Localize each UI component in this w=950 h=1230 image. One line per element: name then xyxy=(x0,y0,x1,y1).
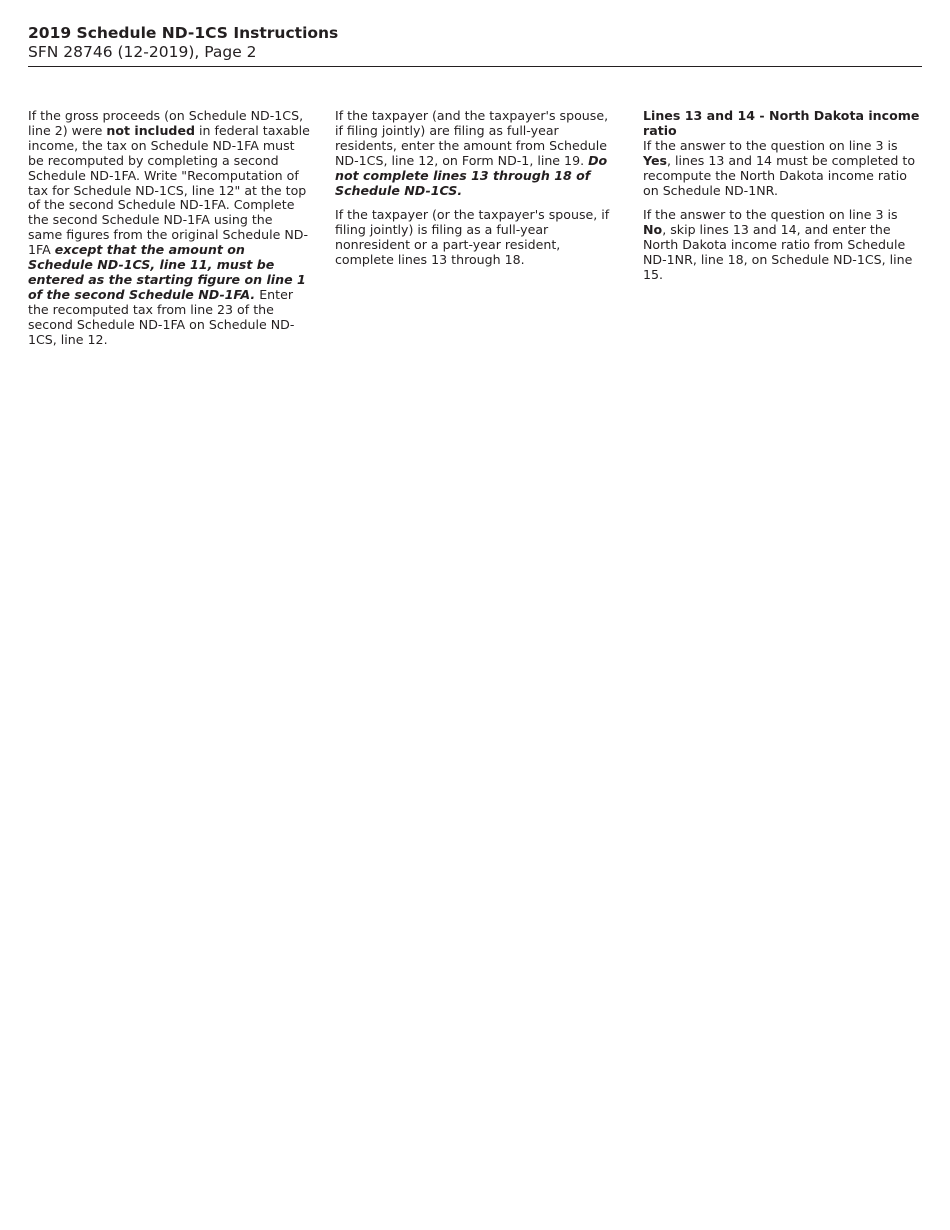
section-heading: Lines 13 and 14 - North Dakota income ratio xyxy=(643,108,920,138)
paragraph-nonresidents: If the taxpayer (or the taxpayer's spouse, if filing jointly) is filing as a full-year nonresident or a part-year resident, complete lines 13 through 18. xyxy=(335,207,610,268)
column-3 xyxy=(643,109,923,293)
paragraph-answer-yes: If the answer to the question on line 3 is Yes, lines 13 and 14 must be completed to recompute the North Dakota income ratio on Schedule ND-1NR. xyxy=(643,137,916,198)
paragraph-recomputation: If the gross proceeds (on Schedule ND-1CS, line 2) were not included in federal taxable income, the tax on Schedule ND-1FA must be recomputed by completing a second Schedule ND-1FA. Write "Recomputation of tax for Schedule ND-1CS, line 12" at the top of the second Schedule ND-1FA. Complete the second Schedule ND-1FA using the same figures from the original Schedule ND-1FA except that the amount on Schedule ND-1CS, line 11, must be entered as the starting figure on line 1 of the second Schedule ND-1FA. Enter the recomputed tax from line 23 of the second Schedule ND-1FA on Schedule ND-1CS, line 12. xyxy=(28,108,310,347)
form-number: SFN 28746 (12-2019), Page 2 xyxy=(28,43,257,61)
paragraph-answer-no: If the answer to the question on line 3 is No, skip lines 13 and 14, and enter the North Dakota income ratio from Schedule ND-1NR, line 18, on Schedule ND-1CS, line 15. xyxy=(643,207,913,283)
column-1 xyxy=(28,109,310,358)
page-header xyxy=(28,24,922,67)
page-title: 2019 Schedule ND-1CS Instructions xyxy=(28,24,339,42)
column-2 xyxy=(335,109,611,278)
paragraph-full-year-residents: If the taxpayer (and the taxpayer's spouse, if filing jointly) are filing as full-year residents, enter the amount from Schedule ND-1CS, line 12, on Form ND-1, line 19. Do not complete lines 13 through 18 of Schedule ND-1CS. xyxy=(335,108,609,198)
